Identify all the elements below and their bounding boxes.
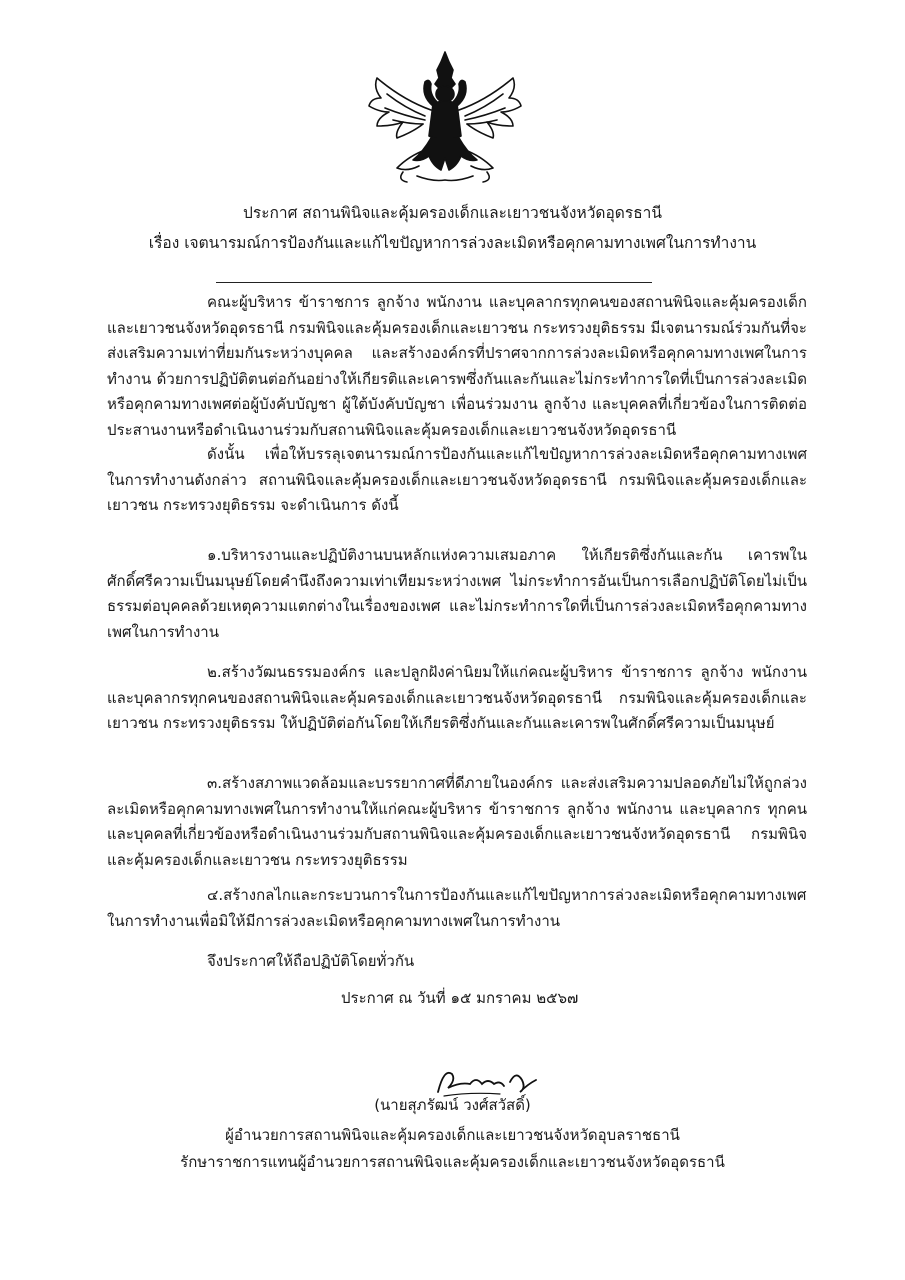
title-divider <box>216 282 652 283</box>
closing-statement: จึงประกาศให้ถือปฏิบัติโดยทั่วกัน <box>207 952 415 970</box>
signatory-position: ผู้อำนวยการสถานพินิจและคุ้มครองเด็กและเยาวชนจังหวัดอุบลราชธานี <box>225 1126 680 1144</box>
item-1-paragraph: ๑.บริหารงานและปฏิบัติงานบนหลักแห่งความเสมอภาค ให้เกียรติซึ่งกันและกัน เคารพในศักดิ์ศรีความเป็นมนุษย์โดยคำนึงถึงความเท่าเทียมระหว่างเพศ ไม่กระทำการอันเป็นการเลือกปฏิบัติโดยไม่เป็นธรรมต่อบุคคลด้วยเหตุความแตกต่างในเรื่องของเพศ และไม่กระทำการใดที่เป็นการล่วงละเมิดหรือคุกคามทางเพศในการทำงาน <box>107 546 807 641</box>
item-3-paragraph: ๓.สร้างสภาพแวดล้อมและบรรยากาศที่ดีภายในองค์กร และส่งเสริมความปลอดภัยไม่ให้ถูกล่วงละเมิดหรือคุกคามทางเพศในการทำงานให้แก่คณะผู้บริหาร ข้าราชการ ลูกจ้าง พนักงาน และบุคลากร ทุกคนและบุคคลที่เกี่ยวข้องหรือดำเนินงานร่วมกับสถานพินิจและคุ้มครองเด็กและเยาวชนจังหวัดอุดรธานี กรมพินิจและคุ้มครองเด็กและเยาวชน กระทรวงยุติธรรม <box>107 774 807 869</box>
announcement-subject: เรื่อง เจตนารมณ์การป้องกันและแก้ไขปัญหาการล่วงละเมิดหรือคุกคามทางเพศในการทำงาน <box>148 234 757 252</box>
intro-paragraph: คณะผู้บริหาร ข้าราชการ ลูกจ้าง พนักงาน และบุคลากรทุกคนของสถานพินิจและคุ้มครองเด็กและเยาวชนจังหวัดอุดรธานี กรมพินิจและคุ้มครองเด็กและเยาวชน กระทรวงยุติธรรม มีเจตนารมณ์ร่วมกันที่จะส่งเสริมความเท่าที่ยมกันระหว่างบุคคล และสร้างองค์กรที่ปราศจากการล่วงละเมิดหรือคุกคามทางเพศในการทำงาน ด้วยการปฏิบัติตนต่อกันอย่างให้เกียรติและเคารพซึ่งกันและกันและไม่กระทำการใดที่เป็นการล่วงละเมิดหรือคุกคามทางเพศต่อผู้บังคับบัญชา ผู้ใต้บังคับบัญชา เพื่อนร่วมงาน ลูกจ้าง และบุคคลที่เกี่ยวข้องในการติดต่อประสานงานหรือดำเนินงานร่วมกับสถานพินิจและคุ้มครองเด็กและเยาวชนจังหวัดอุดรธานี <box>107 293 807 439</box>
announcement-title: ประกาศ สถานพินิจและคุ้มครองเด็กและเยาวชนจังหวัดอุดรธานี <box>243 204 662 222</box>
item-2-paragraph: ๒.สร้างวัฒนธรรมองค์กร และปลูกฝังค่านิยมให้แก่คณะผู้บริหาร ข้าราชการ ลูกจ้าง พนักงานและบุคลากรทุกคนของสถานพินิจและคุ้มครองเด็กและเยาวชนจังหวัดอุดรธานี กรมพินิจและคุ้มครองเด็กและเยาวชน กระทรวงยุติธรรม ให้ปฏิบัติต่อกันโดยให้เกียรติซึ่งกันและกันและเคารพในศักดิ์ศรีความเป็นมนุษย์ <box>107 663 807 732</box>
signatory-acting-position: รักษาราชการแทนผู้อำนวยการสถานพินิจและคุ้มครองเด็กและเยาวชนจังหวัดอุดรธานี <box>180 1153 725 1171</box>
signatory-name: (นายสุภรัฒน์ วงศ์สวัสดิ์) <box>374 1096 531 1114</box>
garuda-emblem-icon <box>363 48 528 188</box>
therefore-paragraph: ดังนั้น เพื่อให้บรรลุเจตนารมณ์การป้องกันและแก้ไขปัญหาการล่วงละเมิดหรือคุกคามทางเพศในการทำงานดังกล่าว สถานพินิจและคุ้มครองเด็กและเยาวชนจังหวัดอุดรธานี กรมพินิจและคุ้มครองเด็กและเยาวชน กระทรวงยุติธรรม จะดำเนินการ ดังนี้ <box>107 445 807 514</box>
item-4-paragraph: ๔.สร้างกลไกและกระบวนการในการป้องกันและแก้ไขปัญหาการล่วงละเมิดหรือคุกคามทางเพศในการทำงานเพื่อมิให้มีการล่วงละเมิดหรือคุกคามทางเพศในการทำงาน <box>107 886 807 930</box>
announcement-date: ประกาศ ณ วันที่ ๑๕ มกราคม ๒๕๖๗ <box>341 989 579 1007</box>
